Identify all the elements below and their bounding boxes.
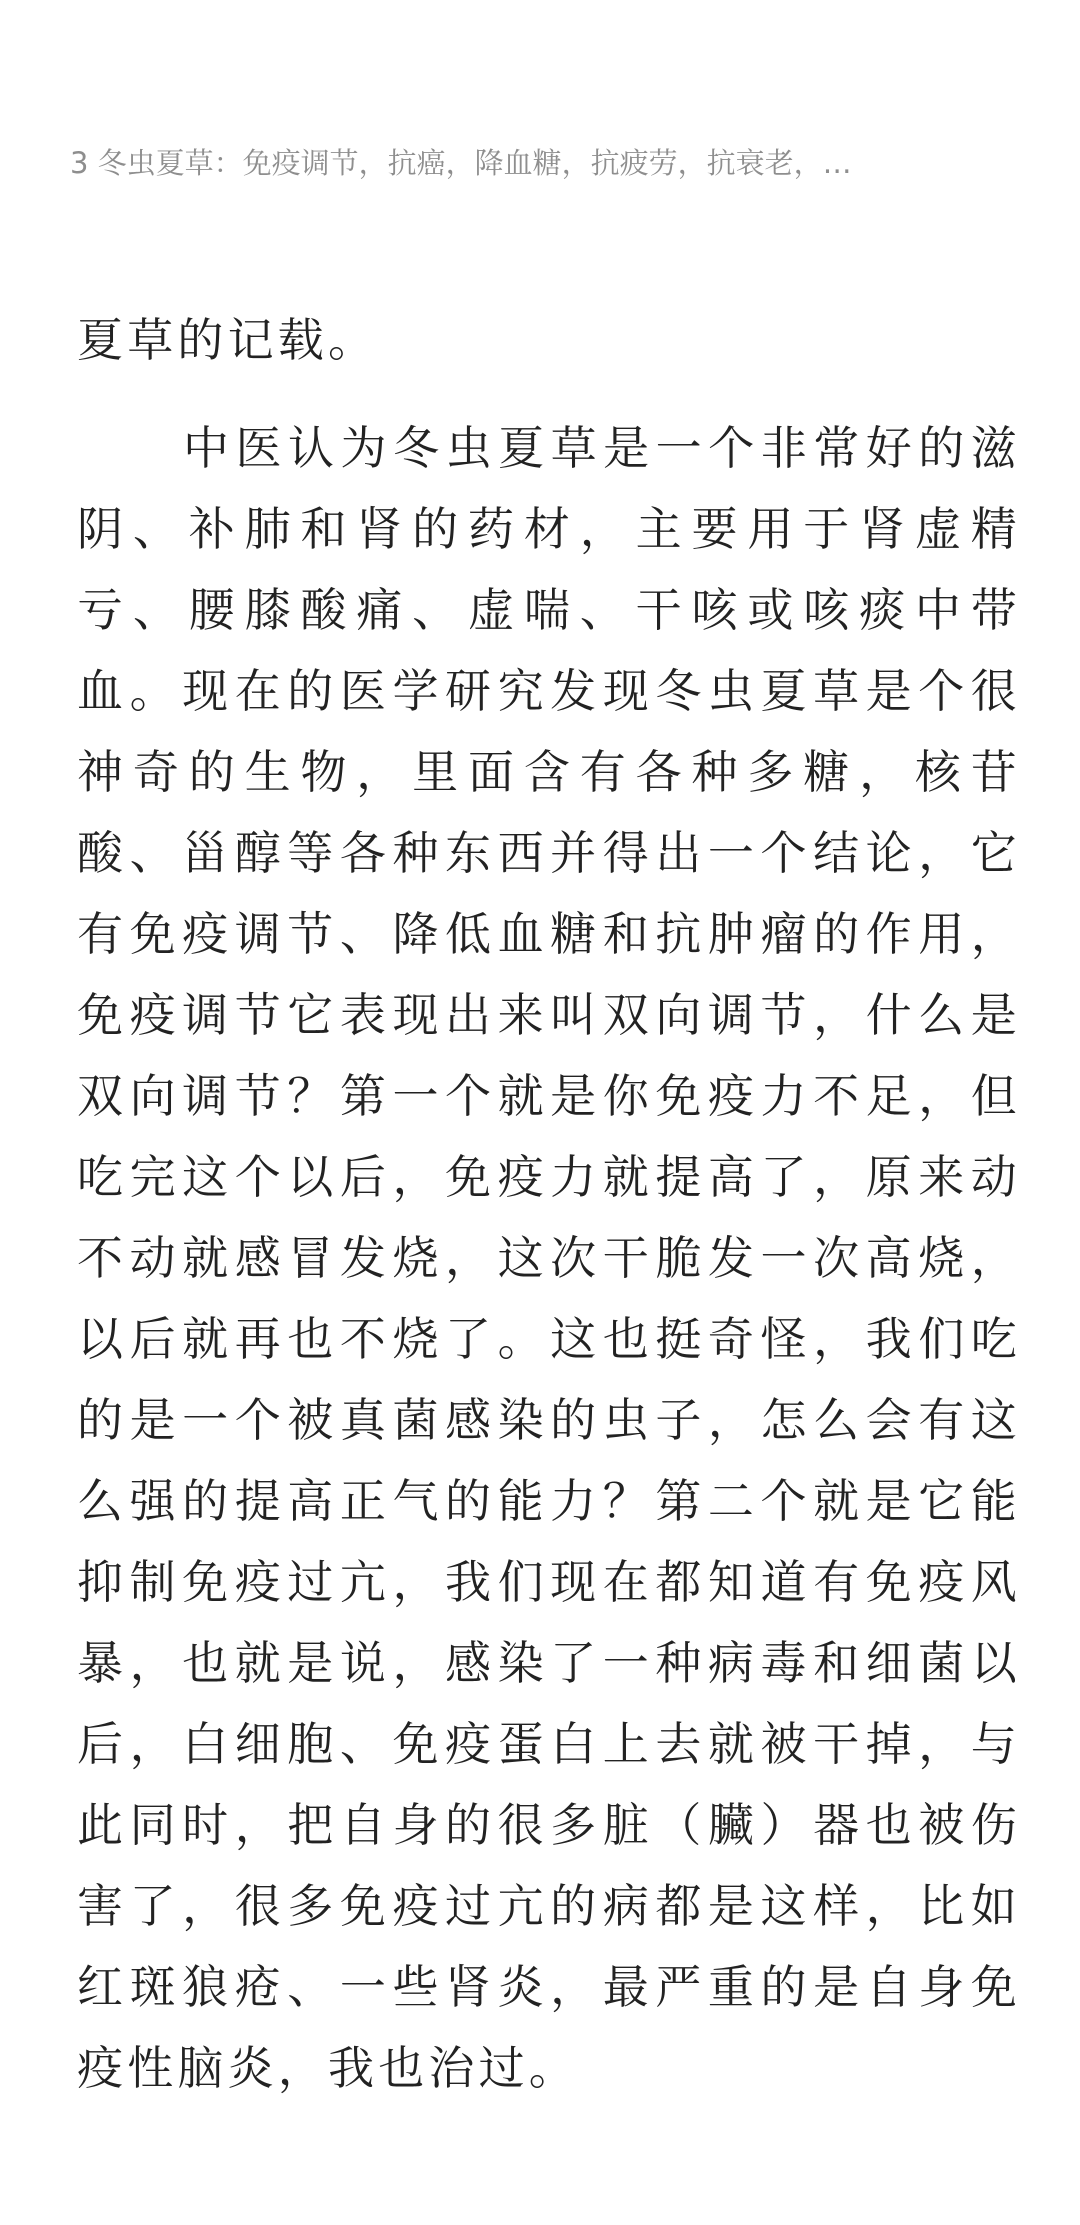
chapter-title: 3 冬虫夏草：免疫调节，抗癌，降血糖，抗疲劳，抗衰老，… <box>70 146 852 180</box>
reader-content <box>77 300 1021 2109</box>
paragraph-body: 中医认为冬虫夏草是一个非常好的滋阴、补肺和肾的药材，主要用于肾虚精亏、腰膝酸痛、虚喘、干咳或咳痰中带血。现在的医学研究发现冬虫夏草是个很神奇的生物，里面含有各种多糖，核苷酸、甾醇等各种东西并得出一个结论，它有免疫调节、降低血糖和抗肿瘤的作用，免疫调节它表现出来叫双向调节，什么是双向调节？第一个就是你免疫力不足，但吃完这个以后，免疫力就提高了，原来动不动就感冒发烧，这次干脆发一次高烧，以后就再也不烧了。这也挺奇怪，我们吃的是一个被真菌感染的虫子，怎么会有这么强的提高正气的能力？第二个就是它能抑制免疫过亢，我们现在都知道有免疫风暴，也就是说，感染了一种病毒和细菌以后，白细胞、免疫蛋白上去就被干掉，与此同时，把自身的很多脏（臟）器也被伤害了，很多免疫过亢的病都是这样，比如红斑狼疮、一些肾炎，最严重的是自身免疫性脑炎，我也治过。 <box>77 421 1021 2095</box>
paragraph-continuation: 夏草的记载。 <box>77 313 379 367</box>
